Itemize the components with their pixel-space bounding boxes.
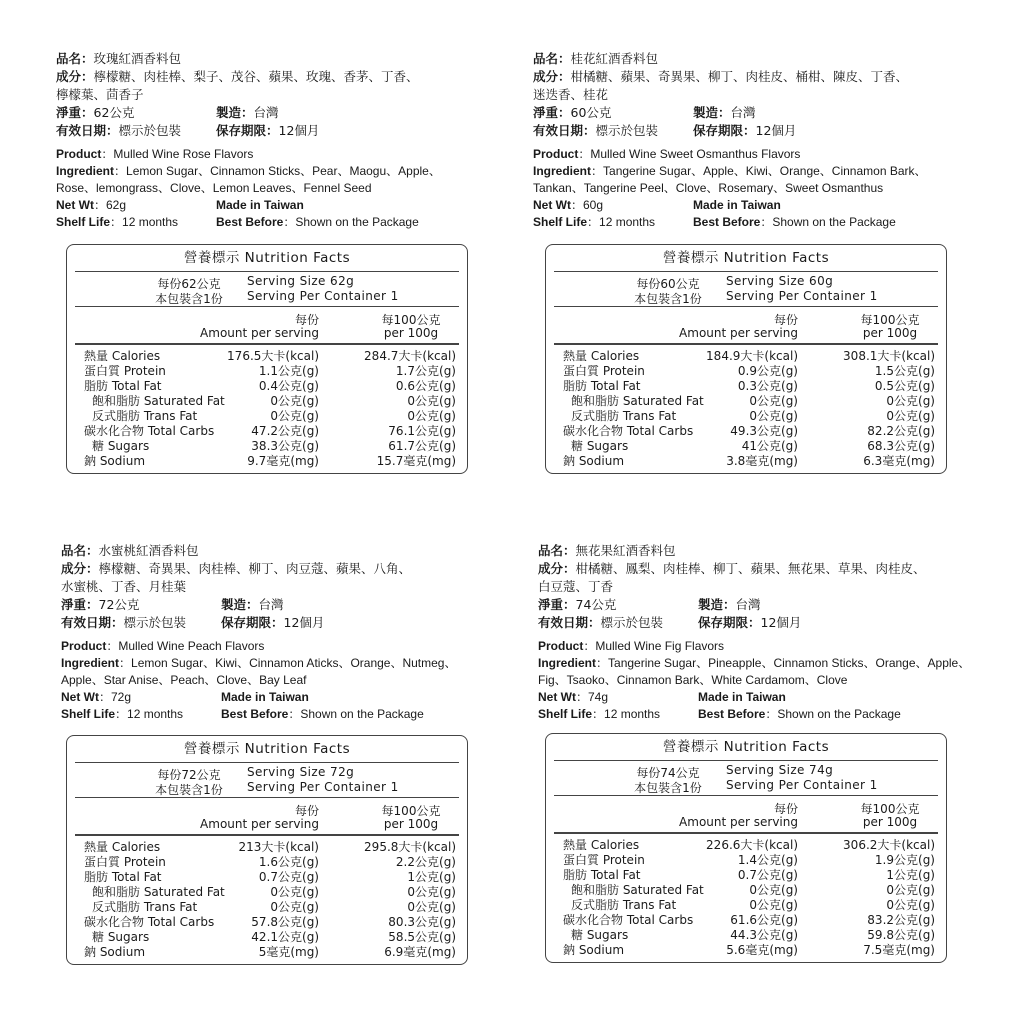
per-serving-value: 226.6大卡(kcal): [706, 838, 798, 852]
nutrient-name: 碳水化合物 Total Carbs: [84, 424, 215, 438]
nutrition-row: [554, 928, 938, 943]
serving-info: 每份74公克 本包裝含1份 Serving Size 74g Serving Per Container 1: [554, 761, 938, 796]
per-100g-value: 0公克(g): [407, 900, 456, 914]
nutrient-name: 反式脂肪 Trans Fat: [92, 900, 198, 914]
nutrient-name: 蛋白質 Protein: [563, 364, 645, 378]
nutrient-name: 熱量 Calories: [563, 349, 640, 363]
nutrient-name: 脂肪 Total Fat: [84, 379, 162, 393]
nutrition-row: [554, 394, 938, 409]
nutrition-row: [554, 913, 938, 928]
nutrient-name: 飽和脂肪 Saturated Fat: [92, 394, 225, 408]
en-product-line: Product：Mulled Wine Fig Flavors: [538, 639, 725, 653]
nutrition-row: [75, 945, 459, 960]
en-ingredient-line: Ingredient：Tangerine Sugar、Pineapple、Cinnamon Sticks、Orange、Apple、: [538, 656, 971, 670]
label-peach: [61, 542, 511, 723]
label-fig: [538, 542, 988, 723]
nutrition-row: [75, 409, 459, 424]
per-100g-value: 80.3公克(g): [388, 915, 456, 929]
nutrition-title: 營養標示 Nutrition Facts: [75, 736, 459, 763]
per-100g-value: 1公克(g): [407, 870, 456, 884]
en-ingredient-cont: Tankan、Tangerine Peel、Clove、Rosemary、Sweet Osmanthus: [533, 181, 884, 195]
nutrition-title: 營養標示 Nutrition Facts: [554, 245, 938, 272]
zh-ingredient-line: 成分：檸檬糖、奇異果、肉桂棒、柳丁、肉豆蔻、蘋果、八角、: [61, 561, 412, 576]
en-weight-line: Net Wt：62g Made in Taiwan: [56, 198, 304, 212]
per-100g-value: 61.7公克(g): [388, 439, 456, 453]
per-serving-value: 0公克(g): [749, 409, 798, 423]
nutrition-row: [75, 439, 459, 454]
en-ingredient-line: Ingredient：Tangerine Sugar、Apple、Kiwi、Orange、Cinnamon Bark、: [533, 164, 927, 178]
en-weight-line: Net Wt：60g Made in Taiwan: [533, 198, 781, 212]
nutrient-name: 飽和脂肪 Saturated Fat: [571, 394, 704, 408]
per-100g-value: 295.8大卡(kcal): [364, 840, 456, 854]
en-product-line: Product：Mulled Wine Sweet Osmanthus Flavors: [533, 147, 801, 161]
en-shelf-line: Shelf Life：12 months Best Before：Shown on the Package: [538, 707, 901, 721]
serving-info: 每份72公克 本包裝含1份 Serving Size 72g Serving Per Container 1: [75, 763, 459, 798]
zh-ingredient-line: 成分：檸檬糖、肉桂棒、梨子、茂谷、蘋果、玫瑰、香茅、丁香、: [56, 69, 419, 84]
nutrient-name: 蛋白質 Protein: [563, 853, 645, 867]
nutrition-row: [75, 915, 459, 930]
zh-ingredient-line: 成分：柑橘糖、蘋果、奇異果、柳丁、肉桂皮、桶柑、陳皮、丁香、: [533, 69, 909, 84]
nutrient-name: 碳水化合物 Total Carbs: [563, 913, 694, 927]
nutrient-name: 碳水化合物 Total Carbs: [84, 915, 215, 929]
nutrient-name: 糖 Sugars: [571, 928, 629, 942]
en-weight-line: Net Wt：74g Made in Taiwan: [538, 690, 786, 704]
per-serving-value: 0公克(g): [270, 394, 319, 408]
nutrient-name: 反式脂肪 Trans Fat: [571, 409, 677, 423]
zh-expiry-line: 有效日期：標示於包裝 保存期限：12個月: [538, 615, 802, 630]
per-serving-value: 0.9公克(g): [737, 364, 798, 378]
per-100g-value: 1公克(g): [886, 868, 935, 882]
nutrient-name: 反式脂肪 Trans Fat: [92, 409, 198, 423]
per-serving-value: 47.2公克(g): [251, 424, 319, 438]
per-serving-value: 213大卡(kcal): [238, 840, 319, 854]
per-100g-value: 83.2公克(g): [867, 913, 935, 927]
nutrient-name: 蛋白質 Protein: [84, 364, 166, 378]
en-shelf-line: Shelf Life：12 months Best Before：Shown on the Package: [56, 215, 419, 229]
zh-expiry-line: 有效日期：標示於包裝 保存期限：12個月: [56, 123, 320, 138]
zh-weight-line: 淨重：60公克 製造：台灣: [533, 105, 756, 120]
zh-weight-line: 淨重：74公克 製造：台灣: [538, 597, 761, 612]
nutrient-name: 蛋白質 Protein: [84, 855, 166, 869]
per-100g-value: 76.1公克(g): [388, 424, 456, 438]
nutrition-table-osmanthus: [545, 244, 947, 474]
nutrition-row: [554, 853, 938, 868]
per-100g-value: 68.3公克(g): [867, 439, 935, 453]
per-serving-value: 5毫克(mg): [258, 945, 319, 959]
zh-ingredient-line: 成分：柑橘糖、鳳梨、肉桂棒、柳丁、蘋果、無花果、草果、肉桂皮、: [538, 561, 926, 576]
en-product-line: Product：Mulled Wine Rose Flavors: [56, 147, 254, 161]
nutrient-name: 糖 Sugars: [92, 439, 150, 453]
en-ingredient-cont: Apple、Star Anise、Peach、Clove、Bay Leaf: [61, 673, 307, 687]
per-serving-value: 44.3公克(g): [730, 928, 798, 942]
en-product-line: Product：Mulled Wine Peach Flavors: [61, 639, 265, 653]
nutrition-rows: [554, 349, 938, 469]
nutrition-rows: [75, 349, 459, 469]
nutrition-row: [75, 885, 459, 900]
nutrient-name: 鈉 Sodium: [84, 945, 146, 959]
nutrient-name: 糖 Sugars: [571, 439, 629, 453]
en-ingredient-cont: Fig、Tsaoko、Cinnamon Bark、White Cardamom、Clove: [538, 673, 848, 687]
nutrition-row: [75, 379, 459, 394]
per-100g-value: 0公克(g): [407, 394, 456, 408]
zh-ingredient-cont: 白豆蔻、丁香: [538, 579, 614, 594]
nutrient-name: 糖 Sugars: [92, 930, 150, 944]
per-100g-value: 82.2公克(g): [867, 424, 935, 438]
per-100g-value: 15.7毫克(mg): [376, 454, 456, 468]
nutrient-name: 脂肪 Total Fat: [563, 379, 641, 393]
nutrition-column-headers: 每份 Amount per serving 每100公克 per 100g: [75, 307, 459, 345]
per-100g-value: 1.5公克(g): [874, 364, 935, 378]
nutrient-name: 飽和脂肪 Saturated Fat: [92, 885, 225, 899]
nutrient-name: 脂肪 Total Fat: [563, 868, 641, 882]
per-serving-value: 1.6公克(g): [258, 855, 319, 869]
per-100g-value: 0.6公克(g): [395, 379, 456, 393]
per-serving-value: 0.7公克(g): [737, 868, 798, 882]
nutrition-row: [554, 883, 938, 898]
zh-name-line: 品名：水蜜桃紅酒香料包: [61, 543, 199, 558]
zh-weight-line: 淨重：72公克 製造：台灣: [61, 597, 284, 612]
per-serving-value: 42.1公克(g): [251, 930, 319, 944]
en-ingredient-line: Ingredient：Lemon Sugar、Kiwi、Cinnamon Aticks、Orange、Nutmeg、: [61, 656, 457, 670]
per-serving-value: 0.3公克(g): [737, 379, 798, 393]
per-100g-value: 0公克(g): [886, 394, 935, 408]
nutrition-column-headers: 每份 Amount per serving 每100公克 per 100g: [554, 307, 938, 345]
label-osmanthus: [533, 50, 983, 231]
per-serving-value: 0公克(g): [749, 394, 798, 408]
nutrition-row: [554, 409, 938, 424]
serving-info: 每份62公克 本包裝含1份 Serving Size 62g Serving Per Container 1: [75, 272, 459, 307]
nutrition-row: [554, 364, 938, 379]
en-shelf-line: Shelf Life：12 months Best Before：Shown on the Package: [61, 707, 424, 721]
per-serving-value: 38.3公克(g): [251, 439, 319, 453]
nutrition-row: [75, 394, 459, 409]
nutrient-name: 反式脂肪 Trans Fat: [571, 898, 677, 912]
per-100g-value: 1.7公克(g): [395, 364, 456, 378]
nutrient-name: 鈉 Sodium: [84, 454, 146, 468]
nutrition-row: [75, 870, 459, 885]
nutrition-title: 營養標示 Nutrition Facts: [554, 734, 938, 761]
nutrition-row: [554, 868, 938, 883]
nutrient-name: 熱量 Calories: [563, 838, 640, 852]
per-serving-value: 9.7毫克(mg): [247, 454, 319, 468]
nutrition-row: [75, 349, 459, 364]
nutrition-column-headers: 每份 Amount per serving 每100公克 per 100g: [75, 798, 459, 836]
per-100g-value: 0公克(g): [407, 409, 456, 423]
per-serving-value: 5.6毫克(mg): [726, 943, 798, 957]
zh-name-line: 品名：玫瑰紅酒香料包: [56, 51, 182, 66]
nutrient-name: 飽和脂肪 Saturated Fat: [571, 883, 704, 897]
per-100g-value: 306.2大卡(kcal): [843, 838, 935, 852]
per-serving-value: 0公克(g): [270, 885, 319, 899]
zh-ingredient-cont: 檸檬葉、茴香子: [56, 87, 144, 102]
per-serving-value: 0公克(g): [749, 883, 798, 897]
nutrition-row: [554, 454, 938, 469]
per-serving-value: 61.6公克(g): [730, 913, 798, 927]
serving-info: 每份60公克 本包裝含1份 Serving Size 60g Serving Per Container 1: [554, 272, 938, 307]
per-100g-value: 7.5毫克(mg): [863, 943, 935, 957]
nutrition-row: [554, 838, 938, 853]
per-100g-value: 0.5公克(g): [874, 379, 935, 393]
nutrition-row: [75, 900, 459, 915]
per-100g-value: 0公克(g): [886, 883, 935, 897]
en-ingredient-line: Ingredient：Lemon Sugar、Cinnamon Sticks、Pear、Maogu、Apple、: [56, 164, 441, 178]
per-100g-value: 0公克(g): [407, 885, 456, 899]
per-serving-value: 0公克(g): [749, 898, 798, 912]
per-serving-value: 1.4公克(g): [737, 853, 798, 867]
per-100g-value: 284.7大卡(kcal): [364, 349, 456, 363]
nutrition-column-headers: 每份 Amount per serving 每100公克 per 100g: [554, 796, 938, 834]
nutrition-table-fig: [545, 733, 947, 963]
per-serving-value: 176.5大卡(kcal): [227, 349, 319, 363]
nutrition-rows: [554, 838, 938, 958]
per-serving-value: 0公克(g): [270, 409, 319, 423]
per-100g-value: 58.5公克(g): [388, 930, 456, 944]
nutrient-name: 脂肪 Total Fat: [84, 870, 162, 884]
nutrient-name: 熱量 Calories: [84, 349, 161, 363]
nutrient-name: 鈉 Sodium: [563, 943, 625, 957]
nutrition-row: [554, 898, 938, 913]
nutrient-name: 熱量 Calories: [84, 840, 161, 854]
nutrition-row: [75, 840, 459, 855]
nutrition-title: 營養標示 Nutrition Facts: [75, 245, 459, 272]
per-100g-value: 0公克(g): [886, 898, 935, 912]
nutrient-name: 碳水化合物 Total Carbs: [563, 424, 694, 438]
zh-expiry-line: 有效日期：標示於包裝 保存期限：12個月: [61, 615, 325, 630]
per-100g-value: 308.1大卡(kcal): [843, 349, 935, 363]
nutrition-table-rose: [66, 244, 468, 474]
per-serving-value: 0.7公克(g): [258, 870, 319, 884]
per-100g-value: 0公克(g): [886, 409, 935, 423]
per-serving-value: 57.8公克(g): [251, 915, 319, 929]
nutrition-row: [75, 364, 459, 379]
per-serving-value: 49.3公克(g): [730, 424, 798, 438]
en-shelf-line: Shelf Life：12 months Best Before：Shown on the Package: [533, 215, 896, 229]
nutrition-row: [554, 424, 938, 439]
nutrition-table-peach: [66, 735, 468, 965]
nutrition-row: [554, 379, 938, 394]
zh-name-line: 品名：桂花紅酒香料包: [533, 51, 659, 66]
zh-name-line: 品名：無花果紅酒香料包: [538, 543, 676, 558]
label-rose: [56, 50, 506, 231]
nutrition-row: [75, 424, 459, 439]
nutrition-row: [75, 855, 459, 870]
per-100g-value: 2.2公克(g): [395, 855, 456, 869]
en-weight-line: Net Wt：72g Made in Taiwan: [61, 690, 309, 704]
per-serving-value: 0公克(g): [270, 900, 319, 914]
en-ingredient-cont: Rose、lemongrass、Clove、Lemon Leaves、Fennel Seed: [56, 181, 372, 195]
zh-weight-line: 淨重：62公克 製造：台灣: [56, 105, 279, 120]
nutrition-row: [554, 943, 938, 958]
per-100g-value: 1.9公克(g): [874, 853, 935, 867]
per-serving-value: 0.4公克(g): [258, 379, 319, 393]
per-100g-value: 6.3毫克(mg): [863, 454, 935, 468]
zh-ingredient-cont: 迷迭香、桂花: [533, 87, 609, 102]
per-serving-value: 184.9大卡(kcal): [706, 349, 798, 363]
nutrition-row: [75, 454, 459, 469]
per-serving-value: 3.8毫克(mg): [726, 454, 798, 468]
nutrition-rows: [75, 840, 459, 960]
per-serving-value: 1.1公克(g): [258, 364, 319, 378]
nutrient-name: 鈉 Sodium: [563, 454, 625, 468]
nutrition-row: [75, 930, 459, 945]
nutrition-row: [554, 439, 938, 454]
nutrition-row: [554, 349, 938, 364]
zh-expiry-line: 有效日期：標示於包裝 保存期限：12個月: [533, 123, 797, 138]
per-serving-value: 41公克(g): [741, 439, 798, 453]
per-100g-value: 59.8公克(g): [867, 928, 935, 942]
zh-ingredient-cont: 水蜜桃、丁香、月桂葉: [61, 579, 187, 594]
per-100g-value: 6.9毫克(mg): [384, 945, 456, 959]
